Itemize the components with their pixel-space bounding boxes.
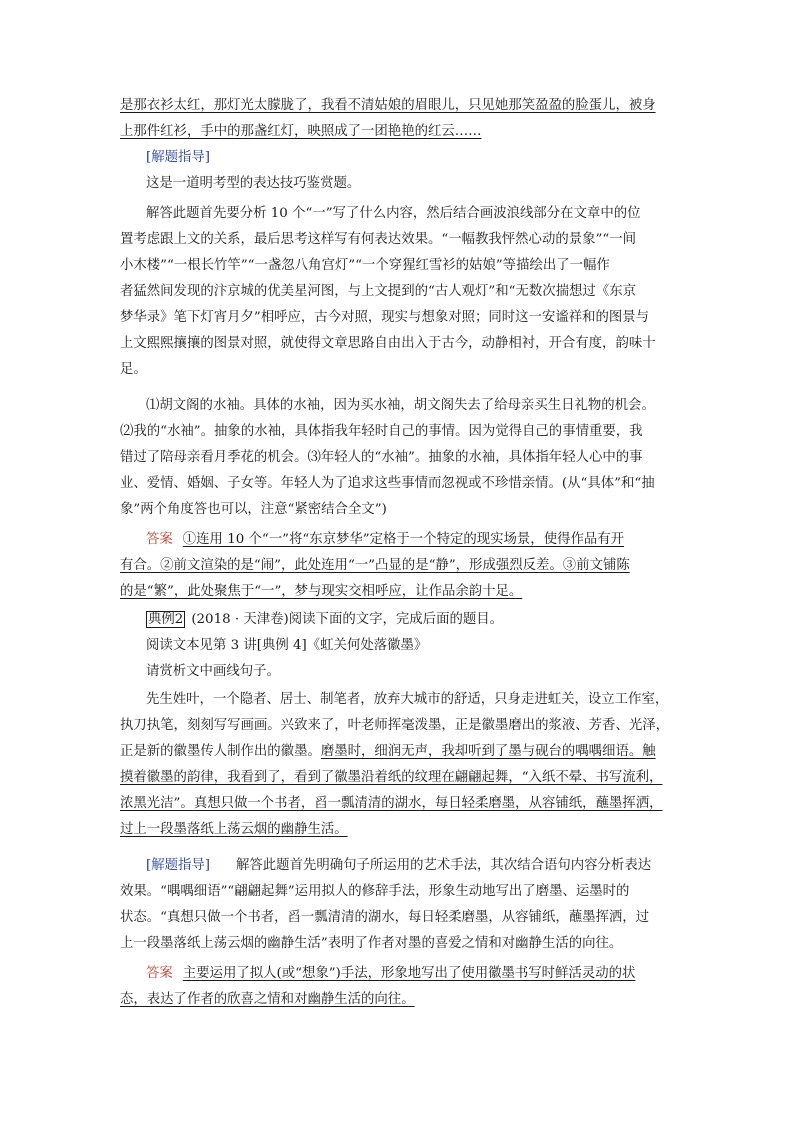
guide-line (146, 856, 690, 876)
guide-paragraph-line: 足。 (120, 362, 147, 377)
answer-line: 的是“繁”，此处聚焦于“一”，梦与现实交相呼应，让作品余韵十足。 (120, 584, 523, 599)
passage-line: 执刀执笔，刻刻写写画画。兴致来了，叶老师挥毫泼墨，正是徽墨磨出的浆液、芳香、光泽， (120, 718, 670, 733)
passage-line: 上那件红衫，手中的那盏红灯，映照成了一团艳艳的红云…… (120, 124, 482, 139)
guide-paragraph-line: 解答此题首先要分析 10 个“一”写了什么内容，然后结合画波浪线部分在文章中的位 (146, 206, 641, 221)
answer-line: 态，表达了作者的欣喜之情和对幽静生活的向往。 (120, 992, 415, 1007)
answer-text: ①连用 10 个“一”将“东京梦华”定格于一个特定的现实场景，使得作品有开 (182, 532, 625, 547)
passage-text: 正是新的徽墨传人制作出的徽墨。 (120, 744, 321, 759)
answer-text: 主要运用了拟人(或“想象”)手法，形象地写出了使用徽墨书写时鲜活灵动的状 (182, 966, 636, 981)
example-source: (2018 · 天津卷)阅读下面的文字，完成后面的题目。 (191, 612, 504, 627)
prev-answer-line: 错过了陪母亲看月季花的机会。⑶年轻人的“水袖”。抽象的水袖，具体指年轻人心中的事 (120, 450, 643, 465)
guide-label: [解题指导] (146, 150, 211, 165)
guide-line: 状态。“真想只做一个书者，舀一瓢清清的湖水，每日轻柔磨墨，从容铺纸，蘸墨挥洒，过 (120, 910, 650, 925)
passage-line: 先生姓叶，一个隐者、居士、制笔者，放弃大城市的舒适，只身走进虹关，设立工作室， (146, 692, 669, 707)
answer-line (146, 530, 690, 550)
example-label: 典例2 (148, 612, 184, 627)
underlined-sentence (120, 794, 690, 814)
answer-line: 有合。②前文渲染的是“闹”，此处连用“一”凸显的是“静”，形成强烈反差。③前文铺陈 (120, 558, 630, 573)
example-question: 请赏析文中画线句子。 (146, 664, 280, 679)
answer-label: 答案 (146, 532, 173, 547)
passage-line (120, 742, 690, 762)
example-ref: 阅读文本见第 3 讲[典例 4]《虹关何处落徽墨》 (146, 638, 428, 653)
prev-answer-line: ⑵我的“水袖”。抽象的水袖，具体指我年轻时自己的事情。因为觉得自己的事情重要，我 (120, 424, 643, 439)
passage-text: 真想只做一个书者，舀一瓢清清的湖水，每日轻柔磨墨，从容铺纸，蘸墨挥洒， (193, 796, 663, 811)
passage-text: 浓黑光洁”。 (120, 796, 194, 811)
guide-paragraph-line: 梦华录》笔下灯宵月夕”相呼应，古今对照，现实与想象对照；同时这一安谧祥和的图景与 (120, 310, 650, 325)
passage-line: 是那衣衫太红，那灯光太朦胧了，我看不清姑娘的眉眼儿，只见她那笑盈盈的脸蛋儿，被身 (120, 98, 656, 113)
guide-paragraph-line: 置考虑跟上文的关系，最后思考这样写有何表达效果。“一幅教我怦然心动的景象”“一间 (120, 232, 636, 247)
guide-paragraph-line: 者猛然间发现的汴京城的优美星河图，与上文提到的“古人观灯”和“无数次揣想过《东京 (120, 284, 636, 299)
guide-line: 效果。“喁喁细语”“翩翩起舞”运用拟人的修辞手法，形象生动地写出了磨墨、运墨时的 (120, 884, 630, 899)
guide-line: 上一段墨落纸上荡云烟的幽静生活”表明了作者对墨的喜爱之情和对幽静生活的向往。 (120, 936, 623, 951)
guide-paragraph-line: 上文熙熙攘攘的图景对照，就使得文章思路自由出入于古今，动静相衬，开合有度，韵味十 (120, 336, 656, 351)
underlined-sentence: 磨墨时，细润无声，我却听到了墨与砚台的喁喁细语。触 (320, 744, 656, 759)
answer-line (146, 964, 690, 984)
prev-answer-line: 业、爱情、婚姻、子女等。年轻人为了追求这些事情而忽视或不珍惜亲情。(从“具体”和“抽 (120, 476, 655, 491)
guide-text: 解答此题首先明确句子所运用的艺术手法，其次结合语句内容分析表达 (236, 858, 652, 873)
answer-label: 答案 (146, 966, 173, 981)
prev-answer-line: ⑴胡文阁的水袖。具体的水袖，因为买水袖，胡文阁失去了给母亲买生日礼物的机会。 (146, 398, 655, 413)
guide-intro: 这是一道明考型的表达技巧鉴赏题。 (146, 176, 361, 191)
guide-label: [解题指导] (146, 858, 211, 873)
prev-answer-line: 象”两个角度答也可以，注意“紧密结合全文”) (120, 502, 387, 517)
underlined-sentence: 过上一段墨落纸上荡云烟的幽静生活。 (120, 822, 348, 837)
example-heading (146, 610, 690, 630)
underlined-sentence: 摸着徽墨的韵律，我看到了，看到了徽墨沿着纸的纹理在翩翩起舞，“入纸不晕、书写流利， (120, 770, 663, 785)
guide-paragraph-line: 小木楼”“一根长竹竿”“一盏忽八角宫灯”“一个穿猩红雪衫的姑娘”等描绘出了一幅作 (120, 258, 610, 273)
